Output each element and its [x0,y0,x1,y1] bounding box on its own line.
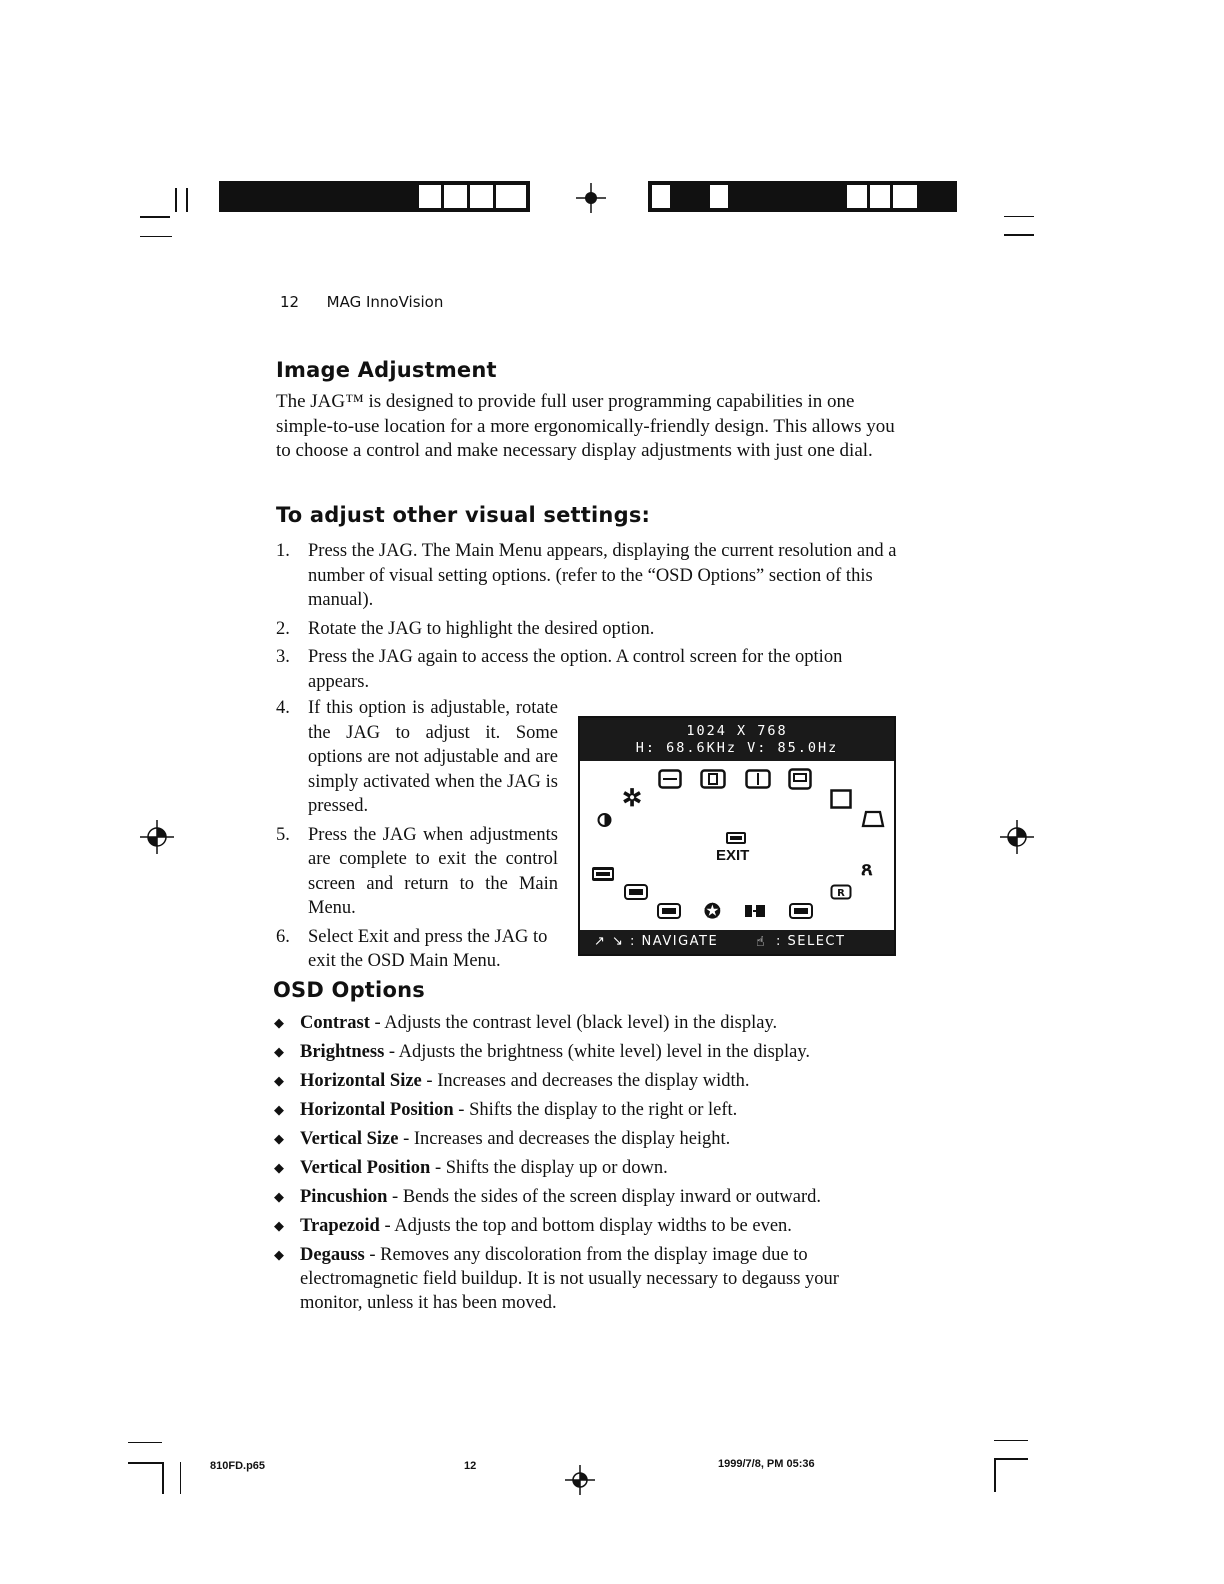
diamond-bullet-icon: ◆ [274,1218,284,1233]
osd-footer [580,930,894,954]
option-item: ◆ Horizontal Size - Increases and decreases the display width. [274,1071,750,1091]
step-item: 2. Rotate the JAG to highlight the desired option. [276,618,655,639]
horizontal-position-icon [700,769,726,789]
degauss-icon: ✪ [704,901,721,923]
osd-navigate-hint: ↗ ↘ : NAVIGATE [594,934,719,949]
option-item: ◆ Horizontal Position - Shifts the display to the right or left. [274,1100,738,1120]
steps-list-narrow [276,696,558,978]
osd-select-hint: : SELECT [776,934,846,949]
step-text: Rotate the JAG to highlight the desired option. [308,618,655,639]
recall-icon [830,884,852,900]
step-text: Select Exit and press the JAG to exit the OSD Main Menu. [308,926,548,971]
osd-options-list [274,1011,900,1320]
footer-timestamp: 1999/7/8, PM 05:36 [718,1458,815,1470]
diamond-bullet-icon: ◆ [274,1044,284,1059]
step-item: 6. Select Exit and press the JAG to exit the OSD Main Menu. [276,926,548,971]
step-item: 1. Press the JAG. The Main Menu appears, displaying the current resolution and a number of visual setting options. (refer to the “OSD Options” section of this manual). [276,541,897,610]
pincushion-icon [830,789,852,809]
image-adjustment-paragraph: The JAG™ is designed to provide full user programming capabilities in one simple-to-use location for a more ergonomically-friendly design. This allows you to choose a control and make necessary display adjustments with just one dial. [276,391,895,461]
horizontal-size-icon [658,769,682,789]
hand-icon: ☝ [756,934,767,950]
header-page-number: 12 [280,293,300,311]
osd-resolution: 1024 X 768 [686,723,788,739]
step-text: If this option is adjustable, rotate the JAG to adjust it. Some options are not adjustable and are simply activated when the JAG is pressed. [308,698,558,816]
moire-icon [744,904,766,918]
visual-settings-heading: To adjust other visual settings: [276,503,651,527]
option-item: ◆ Trapezoid - Adjusts the top and bottom display widths to be even. [274,1216,792,1236]
left-registration-target-icon [140,820,174,854]
step-item: 3. Press the JAG again to access the option. A control screen for the option appears. [276,647,843,692]
diamond-bullet-icon: ◆ [274,1247,284,1262]
bottom-registration-target-icon [565,1465,595,1495]
vertical-size-icon [745,769,771,789]
brightness-icon: ✲ [622,785,643,812]
user-mode-icon [657,903,681,919]
osd-main-menu-illustration [578,716,896,956]
footer-page-number: 12 [464,1460,477,1472]
svg-text:R: R [837,888,845,899]
option-item: ◆ Vertical Size - Increases and decreases the display height. [274,1129,731,1149]
diamond-bullet-icon: ◆ [274,1015,284,1030]
registration-target-icon [576,183,606,213]
step-text: Press the JAG. The Main Menu appears, displaying the current resolution and a number of visual setting options. (refer to the “OSD Options” section of this manual). [308,541,897,610]
option-item: ◆ Brightness - Adjusts the brightness (white level) level in the display. [274,1042,811,1062]
right-registration-target-icon [1000,820,1034,854]
diamond-bullet-icon: ◆ [274,1131,284,1146]
osd-setting-icon [624,884,648,900]
step-item: 4. If this option is adjustable, rotate the JAG to adjust it. Some options are not adjustable and are simply activated when the JAG is pressed. [276,698,558,816]
steps-list-full [276,539,900,698]
step-item: 5. Press the JAG when adjustments are complete to exit the control screen and return to the Main Menu. [276,824,558,918]
step-text: Press the JAG again to access the option. A control screen for the option appears. [308,647,843,692]
diamond-bullet-icon: ◆ [274,1102,284,1117]
vertical-position-icon [788,768,812,790]
osd-exit-label: EXIT [716,847,750,864]
osd-options-heading: OSD Options [273,978,425,1002]
diamond-bullet-icon: ◆ [274,1073,284,1088]
diamond-bullet-icon: ◆ [274,1189,284,1204]
option-item: ◆ Vertical Position - Shifts the display up or down. [274,1158,668,1178]
language-icon: ጸ [861,858,873,880]
footer-file-name: 810FD.p65 [210,1460,266,1472]
mode-icon [789,903,813,919]
running-header [280,293,443,311]
diamond-bullet-icon: ◆ [274,1160,284,1175]
step-text: Press the JAG when adjustments are complete to exit the control screen and return to the Main Menu. [308,824,558,918]
exit-center-icon [725,831,747,845]
option-item: ◆ Contrast - Adjusts the contrast level (black level) in the display. [274,1013,778,1033]
option-item: ◆ Degauss - Removes any discoloration from the display image due to electromagnetic field buildup. It is not usually necessary to degauss your monitor, unless it has been moved. [274,1245,839,1313]
option-item: ◆ Pincushion - Bends the sides of the screen display inward or outward. [274,1187,822,1207]
contrast-icon [597,812,612,828]
trapezoid-icon [861,810,885,828]
image-adjustment-heading: Image Adjustment [276,358,497,382]
header-title: MAG InnoVision [326,293,444,311]
exit-left-icon [591,866,615,882]
osd-frequency: H: 68.6KHz V: 85.0Hz [635,740,839,756]
osd-header [580,718,894,761]
